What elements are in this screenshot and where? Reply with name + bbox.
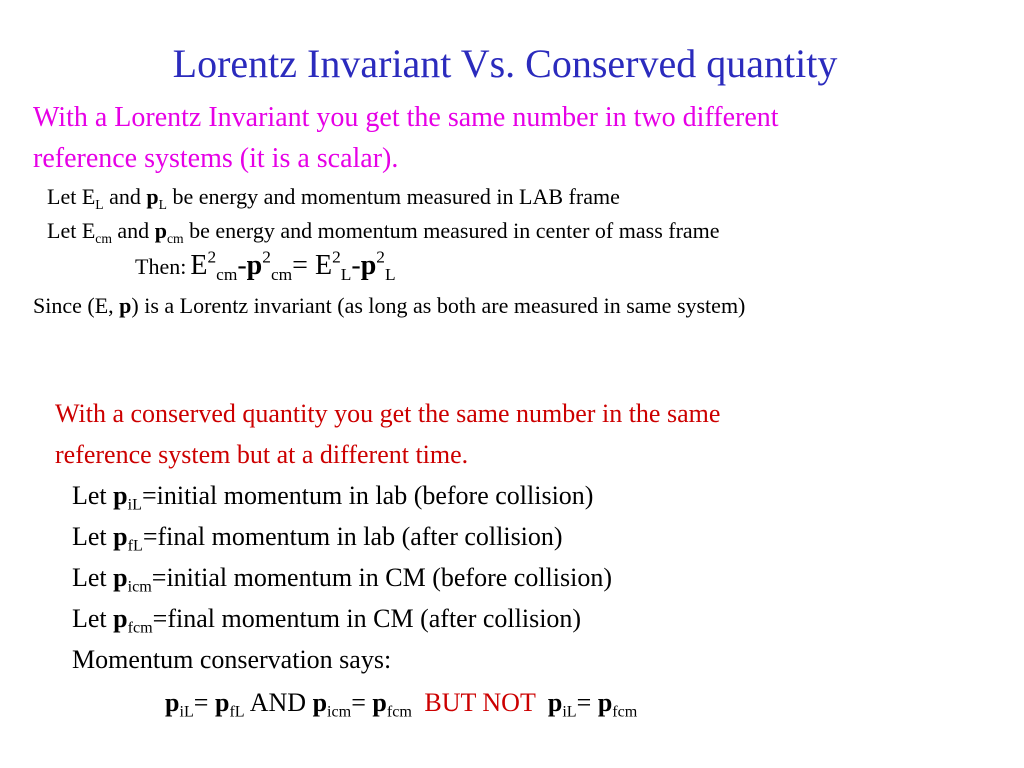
then-label: Then: bbox=[135, 254, 187, 279]
let-cm-mid: and bbox=[111, 218, 155, 243]
slide-title: Lorentz Invariant Vs. Conserved quantity bbox=[172, 41, 838, 86]
invariant-intro-line2: reference systems (it is a scalar). bbox=[33, 143, 399, 174]
def-final-lab bbox=[72, 522, 563, 555]
but-not-label: BUT NOT bbox=[424, 688, 536, 717]
ceq-s6: fcm bbox=[612, 703, 638, 721]
ceq-s4: fcm bbox=[386, 703, 412, 721]
since-post: ) is a Lorentz invariant (as long as both are measured in same system) bbox=[131, 293, 746, 318]
def-initial-cm bbox=[72, 563, 612, 596]
def-sub: icm bbox=[127, 578, 152, 596]
since-pre: Since (E, bbox=[33, 293, 120, 318]
let-cm-pre: Let E bbox=[47, 218, 96, 243]
ceq-eq3: = bbox=[576, 688, 598, 717]
def-pre: Let bbox=[72, 604, 114, 633]
def-pre: Let bbox=[72, 563, 114, 592]
ceq-eq2: = bbox=[351, 688, 373, 717]
eq-dash1: - bbox=[237, 250, 247, 281]
let-cm-p-sub: cm bbox=[166, 230, 184, 246]
then-equation bbox=[135, 247, 396, 285]
eq-e1: E bbox=[190, 250, 208, 281]
ceq-and: AND bbox=[244, 688, 313, 717]
let-lab-e-sub: L bbox=[95, 196, 104, 212]
ceq-p6: p bbox=[597, 688, 613, 717]
ceq-s5: iL bbox=[562, 703, 577, 721]
since-line bbox=[33, 293, 745, 319]
def-p: p bbox=[113, 522, 128, 551]
conserved-intro-line2: reference system but at a different time. bbox=[55, 440, 469, 469]
eq-e2-sup: 2 bbox=[332, 247, 341, 267]
def-sub: fcm bbox=[127, 619, 153, 637]
conserved-intro-line1: With a conserved quantity you get the same number in the same bbox=[55, 399, 721, 428]
def-post: =initial momentum in lab (before collision) bbox=[141, 481, 594, 510]
ceq-s1: iL bbox=[179, 703, 194, 721]
eq-e2-sub: L bbox=[340, 265, 352, 285]
ceq-eq1: = bbox=[193, 688, 215, 717]
eq-e1-sub: cm bbox=[216, 265, 238, 285]
eq-p2-sub: L bbox=[384, 265, 396, 285]
ceq-p2: p bbox=[214, 688, 230, 717]
eq-e1-sup: 2 bbox=[207, 247, 217, 267]
eq-dash2: - bbox=[351, 250, 361, 281]
eq-p1-sup: 2 bbox=[262, 247, 271, 267]
def-post: =final momentum in lab (after collision) bbox=[142, 522, 563, 551]
def-sub: iL bbox=[127, 496, 142, 514]
eq-p1: p bbox=[246, 250, 263, 281]
invariant-intro-line1: With a Lorentz Invariant you get the same number in two different bbox=[33, 102, 779, 133]
let-lab-pre: Let E bbox=[47, 184, 96, 209]
ceq-p1: p bbox=[165, 688, 180, 717]
let-lab-p-sub: L bbox=[158, 196, 167, 212]
eq-p2: p bbox=[360, 250, 377, 281]
def-sub: fL bbox=[127, 537, 143, 555]
let-lab-post: be energy and momentum measured in LAB frame bbox=[166, 184, 620, 209]
eq-p1-sub: cm bbox=[270, 265, 293, 285]
def-final-cm bbox=[72, 604, 582, 637]
eq-equals: = bbox=[292, 250, 315, 281]
let-cm-p: p bbox=[154, 218, 167, 243]
ceq-p5: p bbox=[547, 688, 563, 717]
ceq-s3: icm bbox=[327, 703, 352, 721]
let-lab-mid: and bbox=[103, 184, 147, 209]
conservation-says: Momentum conservation says: bbox=[72, 645, 392, 674]
ceq-s2: fL bbox=[229, 703, 245, 721]
def-pre: Let bbox=[72, 522, 114, 551]
def-p: p bbox=[113, 481, 128, 510]
let-cm-post: be energy and momentum measured in center of mass frame bbox=[183, 218, 720, 243]
def-initial-lab bbox=[72, 481, 594, 514]
def-post: =final momentum in CM (after collision) bbox=[152, 604, 582, 633]
def-post: =initial momentum in CM (before collision) bbox=[151, 563, 612, 592]
def-p: p bbox=[113, 563, 128, 592]
def-pre: Let bbox=[72, 481, 114, 510]
invariant-equation bbox=[190, 247, 396, 285]
def-p: p bbox=[113, 604, 128, 633]
ceq-p4: p bbox=[372, 688, 387, 717]
conservation-equation bbox=[165, 688, 638, 721]
eq-p2-sup: 2 bbox=[376, 247, 385, 267]
let-lab-line bbox=[47, 184, 620, 210]
let-cm-e-sub: cm bbox=[95, 230, 112, 246]
ceq-p3: p bbox=[312, 688, 328, 717]
since-p: p bbox=[119, 293, 132, 318]
let-cm-line bbox=[47, 218, 720, 244]
let-lab-p: p bbox=[146, 184, 159, 209]
eq-e2: E bbox=[314, 250, 333, 281]
